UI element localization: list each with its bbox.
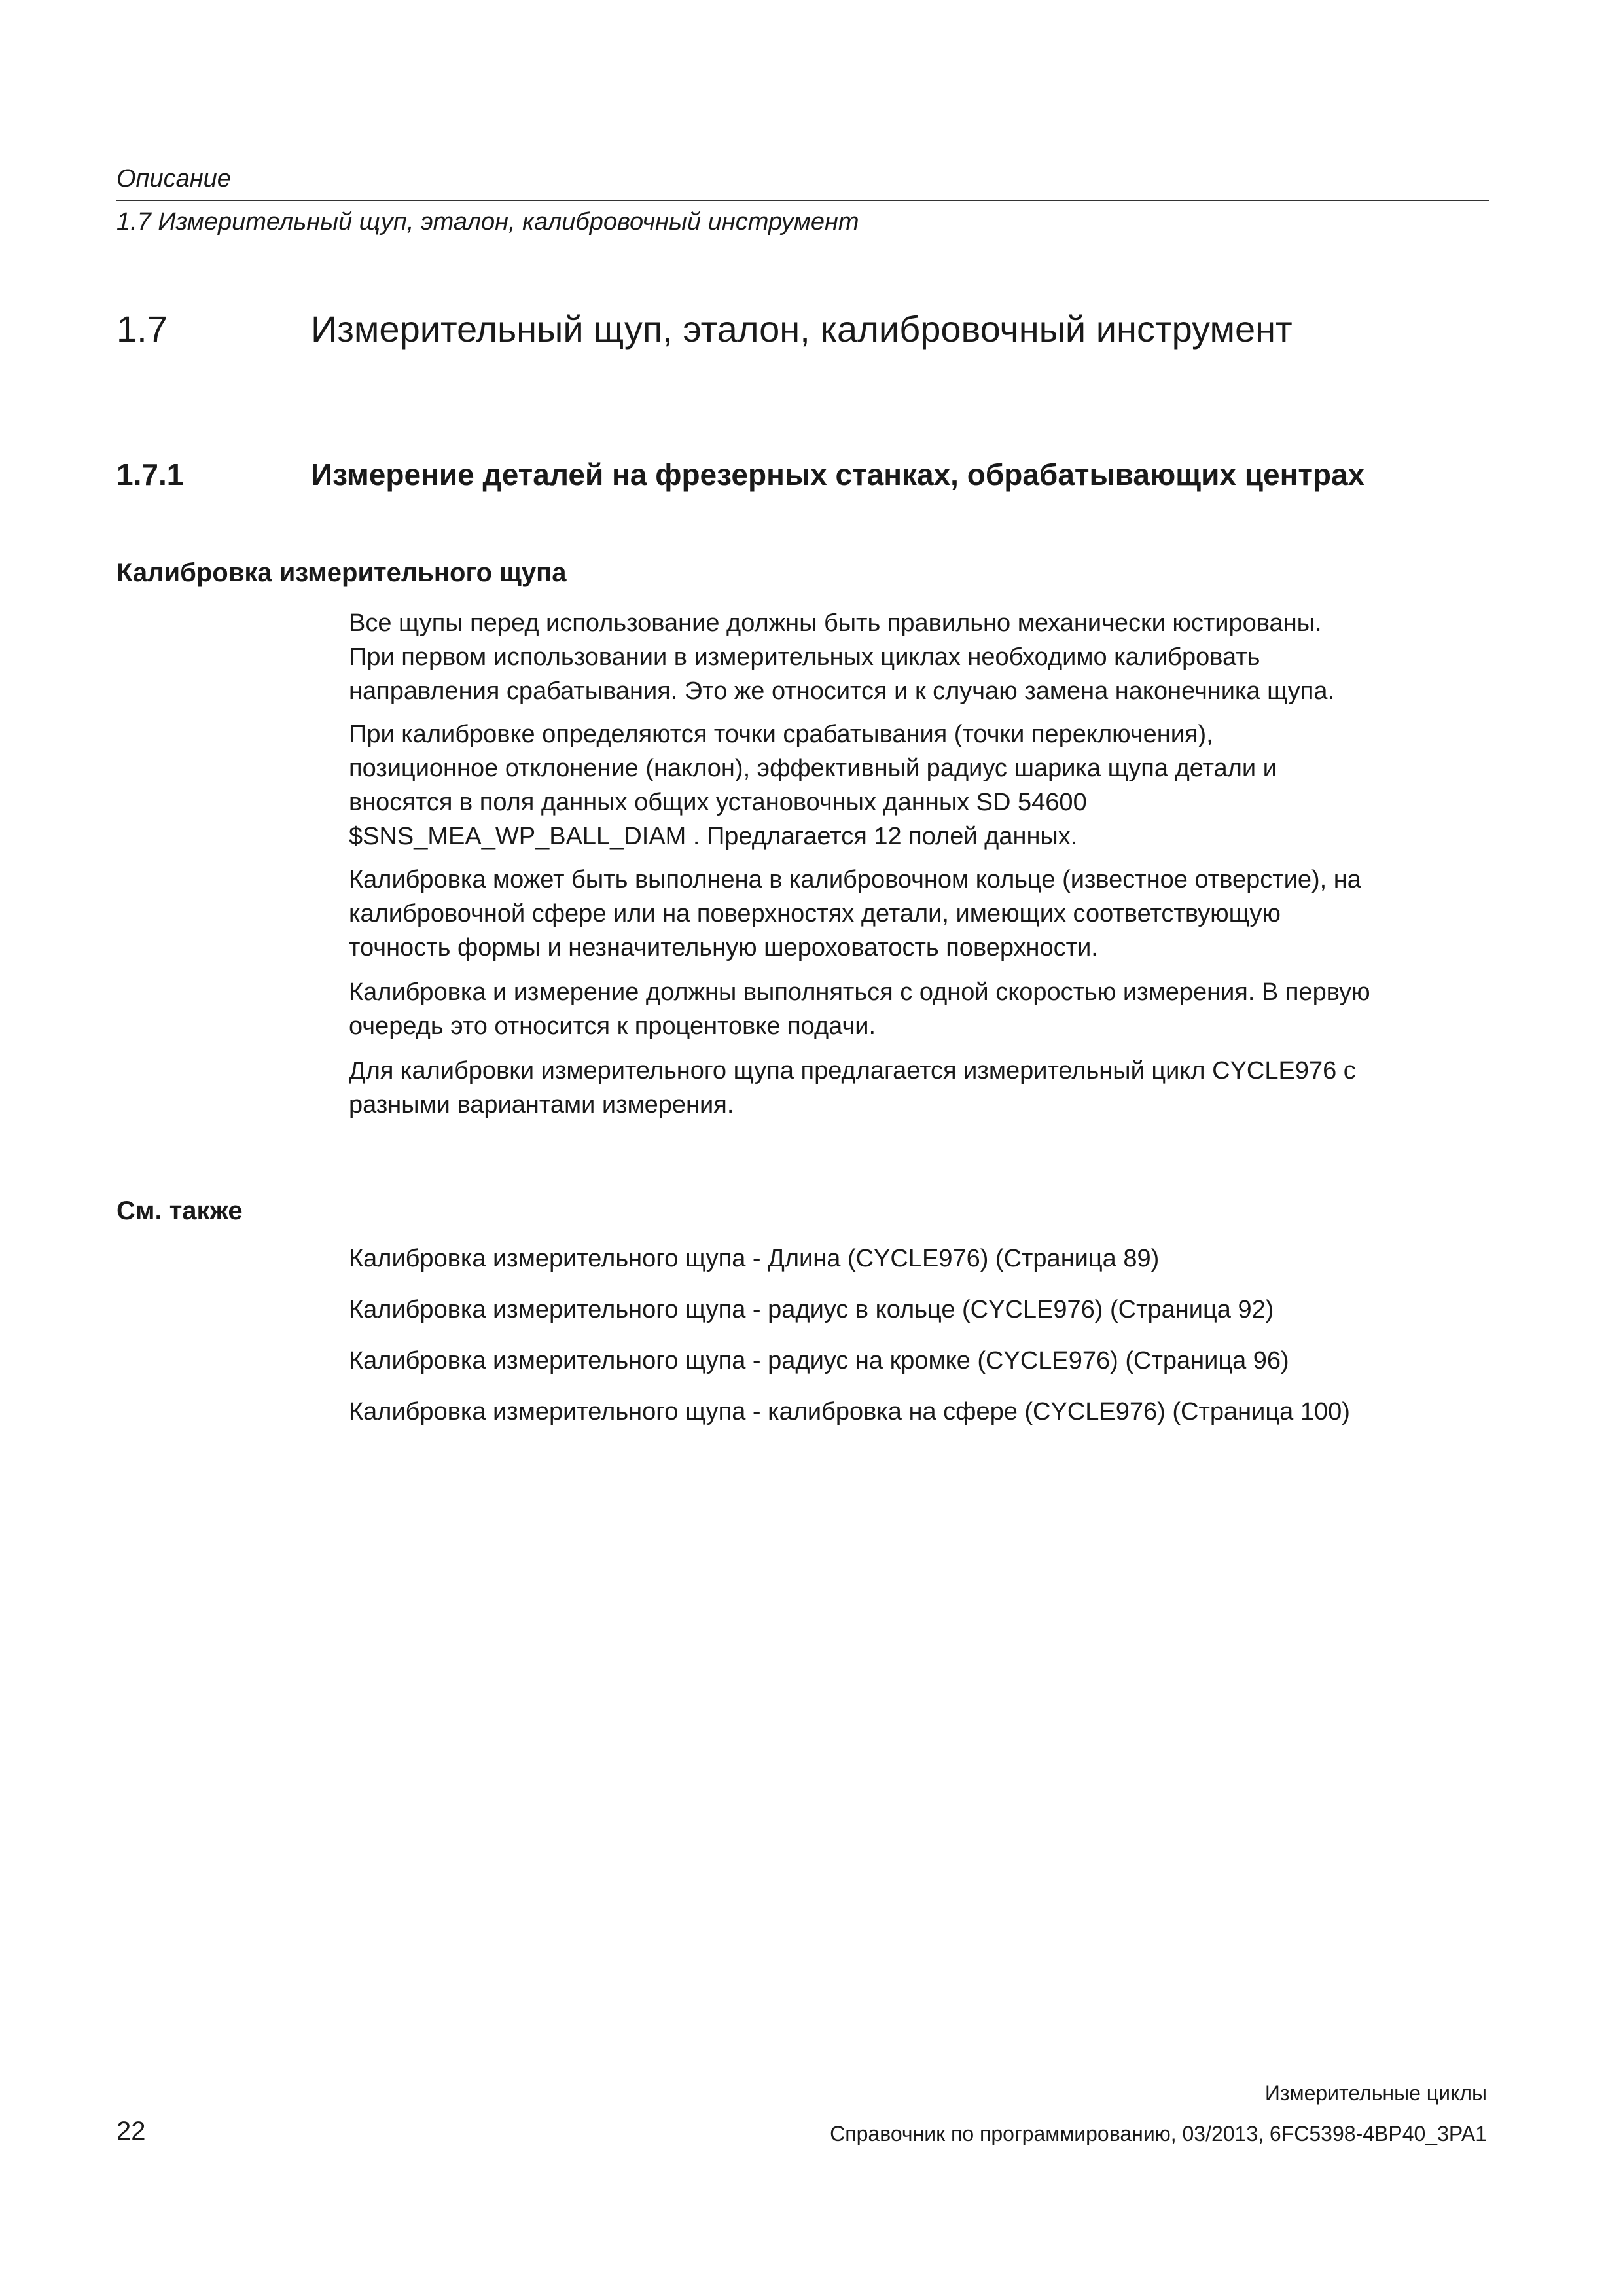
paragraph-2 — [349, 717, 1491, 853]
paragraph-line: направления срабатывания. Это же относится и к случаю замена наконечника щупа. — [349, 677, 1335, 705]
paragraph-line: вносятся в поля данных общих установочных данных SD 54600 — [349, 789, 1087, 816]
paragraph-line: разными вариантами измерения. — [349, 1091, 734, 1119]
paragraph-line: Калибровка и измерение должны выполняться с одной скоростью измерения. В первую — [349, 978, 1370, 1006]
paragraph-line: калибровочной сфере или на поверхностях детали, имеющих соответствующую — [349, 900, 1281, 927]
section-title: Измерительный щуп, эталон, калибровочный инструмент — [311, 308, 1293, 350]
paragraph-1 — [349, 606, 1491, 708]
see-also-heading: См. также — [116, 1196, 243, 1225]
paragraph-line: При первом использовании в измерительных циклах необходимо калибровать — [349, 643, 1260, 671]
paragraph-3 — [349, 863, 1491, 965]
page-number: 22 — [116, 2117, 146, 2145]
see-also-link-length[interactable]: Калибровка измерительного щупа - Длина (CYCLE976) (Страница 89) — [349, 1245, 1160, 1272]
paragraph-4 — [349, 975, 1491, 1043]
subsection-number: 1.7.1 — [116, 457, 184, 492]
paragraph-line: точность формы и незначительную шероховатость поверхности. — [349, 934, 1098, 961]
paragraph-line: $SNS_MEA_WP_BALL_DIAM . Предлагается 12 полей данных. — [349, 823, 1078, 850]
see-also-link-edge-radius[interactable]: Калибровка измерительного щупа - радиус на кромке (CYCLE976) (Страница 96) — [349, 1347, 1289, 1374]
running-header-chapter: Описание — [116, 165, 231, 192]
header-rule — [116, 200, 1489, 201]
paragraph-line: позиционное отклонение (наклон), эффективный радиус шарика щупа детали и — [349, 755, 1277, 782]
footer-doc-title: Измерительные циклы — [1264, 2081, 1487, 2105]
calibration-heading: Калибровка измерительного щупа — [116, 558, 567, 587]
running-header-section: 1.7 Измерительный щуп, эталон, калибровочный инструмент — [116, 208, 859, 236]
section-number: 1.7 — [116, 308, 168, 350]
subsection-title: Измерение деталей на фрезерных станках, обрабатывающих центрах — [311, 457, 1365, 492]
paragraph-5 — [349, 1054, 1491, 1122]
paragraph-line: очередь это относится к процентовке подачи. — [349, 1013, 876, 1040]
paragraph-line: При калибровке определяются точки срабатывания (точки переключения), — [349, 721, 1213, 748]
paragraph-line: Для калибровки измерительного щупа предлагается измерительный цикл CYCLE976 с — [349, 1057, 1356, 1085]
see-also-link-ring-radius[interactable]: Калибровка измерительного щупа - радиус в кольце (CYCLE976) (Страница 92) — [349, 1296, 1274, 1323]
paragraph-line: Все щупы перед использование должны быть правильно механически юстированы. — [349, 609, 1322, 637]
paragraph-line: Калибровка может быть выполнена в калибровочном кольце (известное отверстие), на — [349, 866, 1361, 893]
see-also-link-sphere[interactable]: Калибровка измерительного щупа - калибровка на сфере (CYCLE976) (Страница 100) — [349, 1398, 1350, 1426]
footer-doc-ref: Справочник по программированию, 03/2013, 6FC5398-4BP40_3PA1 — [830, 2122, 1487, 2145]
